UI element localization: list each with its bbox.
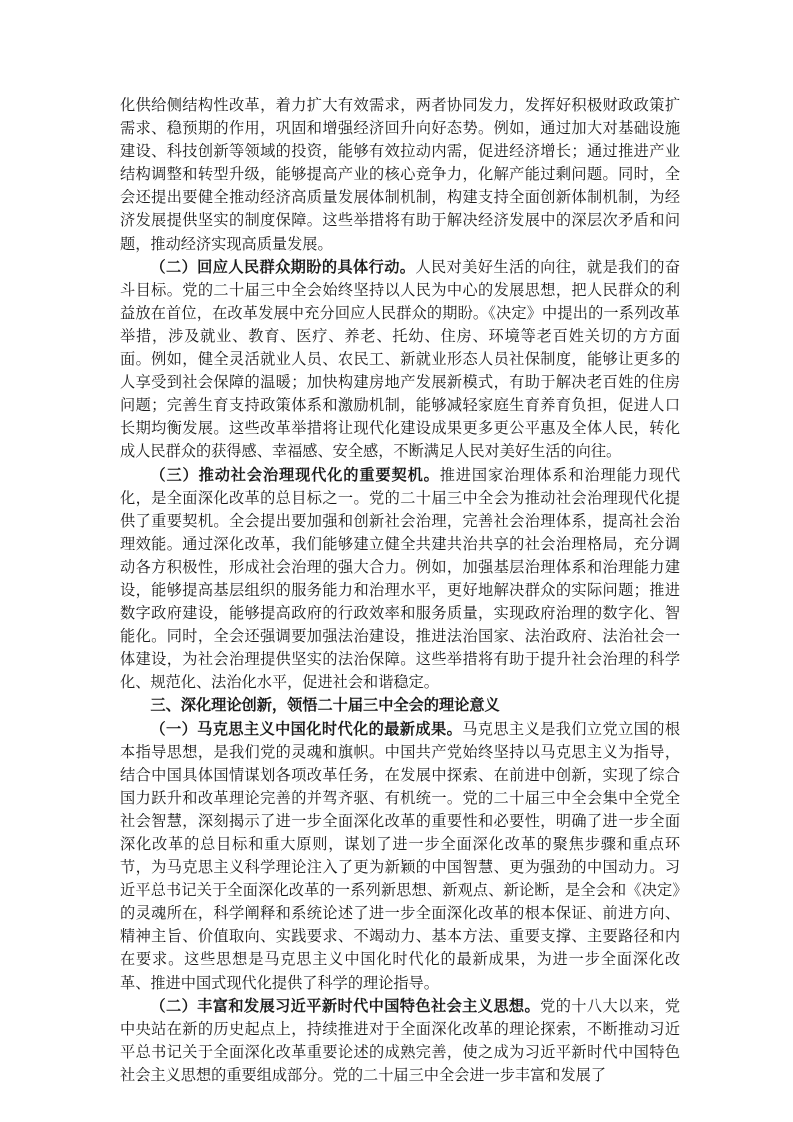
paragraph-body: 马克思主义是我们立党立国的根本指导思想，是我们党的灵魂和旗帜。中国共产党始终坚持以马克思主义为指导，结合中国具体国情谋划各项改革任务，在发展中探索、在前进中创新，实现了综合国力跃升和改革理论完善的并驾齐驱、有机统一。党的二十届三中全会集中全党全社会智慧，深刻揭示了进一步全面深化改革的重要性和必要性，明确了进一步全面深化改革的总目标和重大原则，谋划了进一步全面深化改革的聚焦步骤和重点环节，为马克思主义科学理论注入了更为新颖的中国智慧、更为强劲的中国动力。习近平总书记关于全面深化改革的一系列新思想、新观点、新论断，是全会和《决定》的灵魂所在，科学阐释和系统论述了进一步全面深化改革的根本保证、前进方向、精神主旨、价值取向、实践要求、不竭动力、基本方法、重要支撑、主要路径和内在要求。这些思想是马克思主义中国化时代化的最新成果，为进一步全面深化改革、推进中国式现代化提供了科学的理论指导。 (120, 719, 681, 992)
subheading-marxism-sinicization: （一）马克思主义中国化时代化的最新成果。 (150, 719, 463, 738)
paragraph-body: 党的十八大以来，党中央站在新的历史起点上，持续推进对于全面深化改革的理论探索，不断推动习近平总书记关于全面深化改革重要论述的成熟完善，使之成为习近平新时代中国特色社会主义思想的重要组成部分。党的二十届三中全会进一步丰富和发展了 (120, 996, 681, 1084)
paragraph-economy-continued: 化供给侧结构性改革，着力扩大有效需求，两者协同发力，发挥好积极财政政策扩需求、稳预期的作用，巩固和增强经济回升向好态势。例如，通过加大对基础设施建设、科技创新等领域的投资，能够有效拉动内需，促进经济增长；通过推进产业结构调整和转型升级，能够提高产业的核心竞争力，化解产能过剩问题。同时，全会还提出要健全推动经济高质量发展体制机制，构建支持全面创新体制机制，为经济发展提供坚实的制度保障。这些举措将有助于解决经济发展中的深层次矛盾和问题，推动经济实现高质量发展。 (120, 96, 680, 253)
document-page (120, 94, 680, 1087)
subheading-xi-thought: （二）丰富和发展习近平新时代中国特色社会主义思想。 (150, 996, 541, 1015)
paragraph-body: 人民对美好生活的向往，就是我们的奋斗目标。党的二十届三中全会始终坚持以人民为中心的发展思想，把人民群众的利益放在首位，在改革发展中充分回应人民群众的期盼。《决定》中提出的一系列改革举措，涉及就业、教育、医疗、养老、托幼、住房、环境等老百姓关切的方方面面。例如，健全灵活就业人员、农民工、新就业形态人员社保制度，能够让更多的人享受到社会保障的温暖；加快构建房地产发展新模式，有助于解决老百姓的住房问题；完善生育支持政策体系和激励机制，能够减轻家庭生育养育负担，促进人口长期均衡发展。这些改革举措将让现代化建设成果更多更公平惠及全体人民，转化成人民群众的获得感、幸福感、安全感，不断满足人民对美好生活的向往。 (120, 257, 681, 461)
subheading-social-governance: （三）推动社会治理现代化的重要契机。 (150, 465, 440, 484)
subheading-people-expectations: （二）回应人民群众期盼的具体行动。 (150, 257, 416, 276)
paragraph-people-expectations (120, 256, 680, 464)
paragraph-marxism-sinicization (120, 718, 680, 995)
paragraph-body: 推进国家治理体系和治理能力现代化，是全面深化改革的总目标之一。党的二十届三中全会为推动社会治理现代化提供了重要契机。全会提出要加强和创新社会治理，完善社会治理体系，提高社会治理效能。通过深化改革，我们能够建立健全共建共治共享的社会治理格局，充分调动各方积极性，形成社会治理的强大合力。例如，加强基层治理体系和治理能力建设，能够提高基层组织的服务能力和治理水平，更好地解决群众的实际问题；推进数字政府建设，能够提高政府的行政效率和服务质量，实现政府治理的数字化、智能化。同时，全会还强调要加强法治建设，推进法治国家、法治政府、法治社会一体建设，为社会治理提供坚实的法治保障。这些举措将有助于提升社会治理的科学化、规范化、法治化水平，促进社会和谐稳定。 (120, 465, 681, 692)
paragraph-social-governance (120, 464, 680, 695)
section-heading-theory: 三、深化理论创新，领悟二十届三中全会的理论意义 (150, 696, 500, 715)
paragraph-xi-thought (120, 995, 680, 1087)
